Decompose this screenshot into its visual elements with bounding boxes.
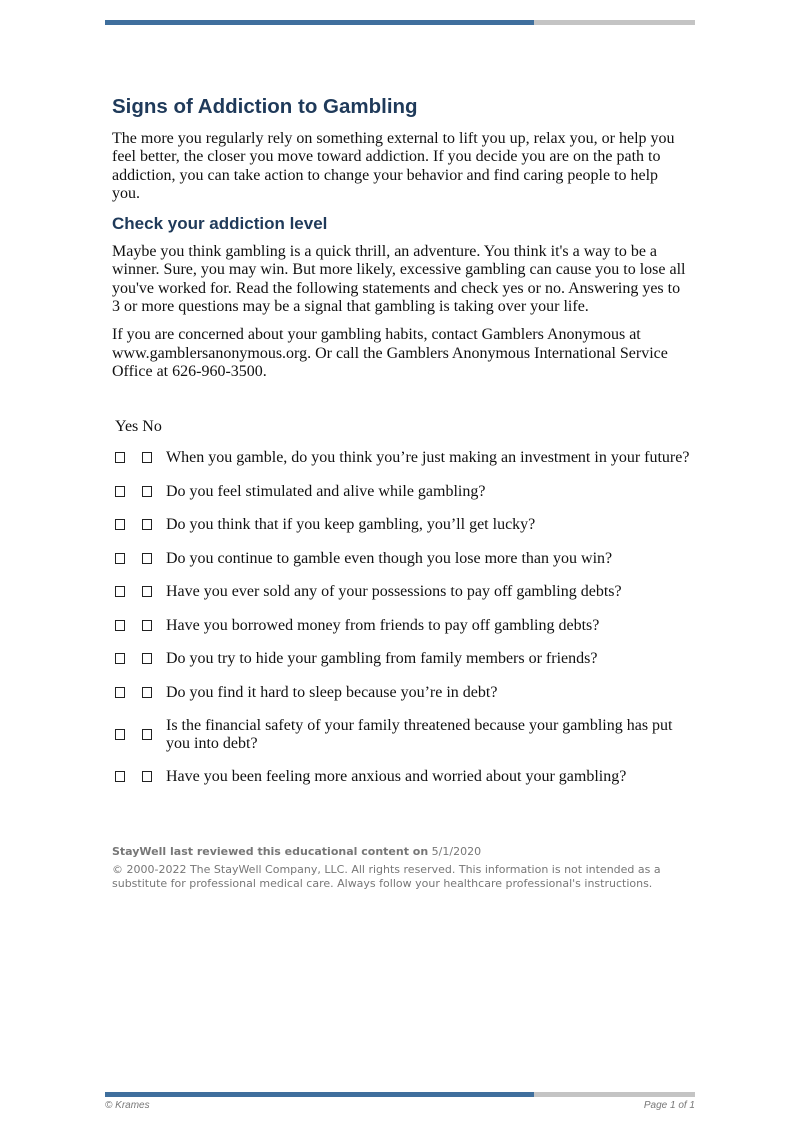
question-text: Do you think that if you keep gambling, you’ll get lucky?: [166, 516, 536, 533]
question-text: Is the financial safety of your family threatened because your gambling has put you into debt?: [166, 717, 673, 752]
question-text: Do you find it hard to sleep because you’re in debt?: [166, 683, 498, 701]
no-checkbox[interactable]: [142, 620, 152, 631]
yes-checkbox[interactable]: [115, 486, 125, 497]
yes-checkbox[interactable]: [115, 553, 125, 564]
no-checkbox[interactable]: [142, 729, 152, 740]
checklist: [112, 417, 692, 786]
question-text: Do you continue to gamble even though you lose more than you win?: [166, 549, 613, 567]
yes-checkbox[interactable]: [115, 620, 125, 631]
question-row: [112, 684, 692, 702]
body-paragraph-1: Maybe you think gambling is a quick thrill, an adventure. You think it's a way to be a winner. Sure, you may win. But more likely, excessive gambling can cause you to lose all you've worked for. Read the following statements and check yes or no. Answering yes to 3 or more questions may be a signal that gambling is taking over your life.: [112, 243, 686, 316]
section-heading: Check your addiction level: [112, 214, 328, 234]
review-label: StayWell last reviewed this educational content on: [112, 845, 429, 858]
question-text: When you gamble, do you think you’re just making an investment in your future?: [166, 449, 690, 466]
top-rule-gray: [534, 20, 695, 25]
yes-checkbox[interactable]: [115, 687, 125, 698]
question-row: [112, 516, 692, 534]
review-date: 5/1/2020: [431, 845, 482, 858]
question-text: Do you try to hide your gambling from family members or friends?: [166, 650, 598, 667]
question-row: [112, 583, 692, 601]
yes-checkbox[interactable]: [115, 586, 125, 597]
bottom-rule-gray: [534, 1092, 695, 1097]
question-row: [112, 449, 692, 467]
question-text: Have you borrowed money from friends to pay off gambling debts?: [166, 616, 600, 634]
no-column-label: No: [142, 418, 162, 435]
no-checkbox[interactable]: [142, 486, 152, 497]
yes-checkbox[interactable]: [115, 771, 125, 782]
no-checkbox[interactable]: [142, 771, 152, 782]
content-footer: [112, 845, 702, 890]
bottom-rule: [105, 1092, 695, 1097]
question-row: [112, 550, 692, 568]
question-text: Have you been feeling more anxious and worried about your gambling?: [166, 768, 627, 785]
yes-checkbox[interactable]: [115, 452, 125, 463]
no-checkbox[interactable]: [142, 653, 152, 664]
body-paragraph-2: If you are concerned about your gambling habits, contact Gamblers Anonymous at www.gamblersanonymous.org. Or call the Gamblers Anonymous International Service Office at 626-960-3500.: [112, 326, 668, 380]
question-row: [112, 717, 692, 752]
page-title: Signs of Addiction to Gambling: [112, 95, 418, 118]
top-rule: [105, 20, 695, 25]
review-line: [112, 845, 702, 858]
yes-checkbox[interactable]: [115, 519, 125, 530]
publisher-credit: © Krames: [105, 1100, 150, 1111]
question-text: Have you ever sold any of your possessions to pay off gambling debts?: [166, 583, 622, 600]
no-checkbox[interactable]: [142, 553, 152, 564]
no-checkbox[interactable]: [142, 687, 152, 698]
copyright-notice: © 2000-2022 The StayWell Company, LLC. All rights reserved. This information is not intended as a substitute for professional medical care. Always follow your healthcare professional's instructions.: [112, 863, 661, 890]
yes-checkbox[interactable]: [115, 653, 125, 664]
question-row: [112, 617, 692, 635]
no-checkbox[interactable]: [142, 452, 152, 463]
yes-checkbox[interactable]: [115, 729, 125, 740]
no-checkbox[interactable]: [142, 519, 152, 530]
bottom-rule-blue: [105, 1092, 534, 1097]
question-row: [112, 650, 692, 668]
intro-paragraph: The more you regularly rely on something external to lift you up, relax you, or help you feel better, the closer you move toward addiction. If you decide you are on the path to addiction, you can take action to change your behavior and find caring people to help you.: [112, 130, 675, 202]
checklist-header: [112, 417, 692, 437]
question-row: [112, 483, 692, 501]
yes-column-label: Yes: [115, 418, 139, 435]
page-footer: [105, 1100, 695, 1111]
top-rule-blue: [105, 20, 534, 25]
article-body: [112, 94, 687, 391]
question-text: Do you feel stimulated and alive while gambling?: [166, 482, 486, 500]
question-row: [112, 768, 692, 786]
no-checkbox[interactable]: [142, 586, 152, 597]
page-number: Page 1 of 1: [643, 1100, 695, 1111]
